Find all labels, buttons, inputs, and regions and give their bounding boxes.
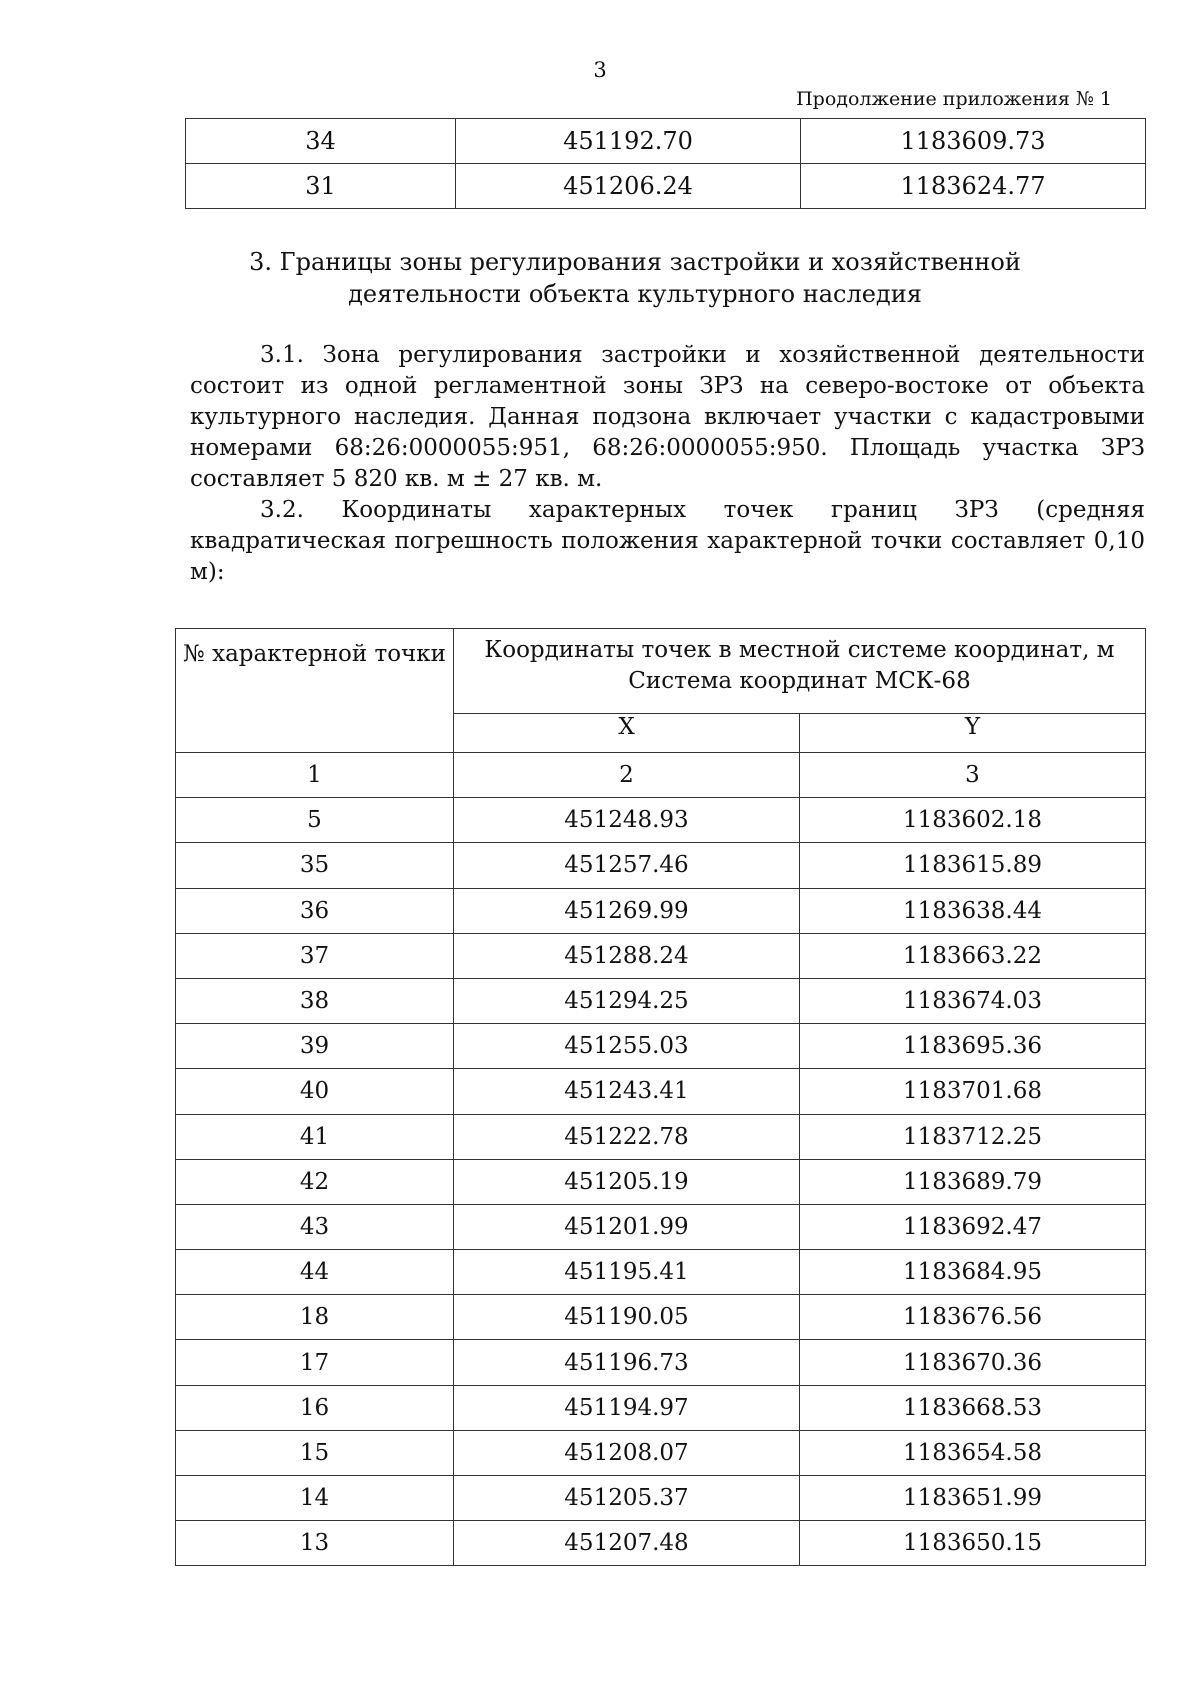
table-row xyxy=(176,1204,1146,1249)
point-number-cell: 14 xyxy=(176,1476,454,1521)
point-number-cell: 18 xyxy=(176,1295,454,1340)
table-row xyxy=(176,798,1146,843)
x-coordinate-cell: 451205.37 xyxy=(454,1476,800,1521)
point-number-cell: 36 xyxy=(176,888,454,933)
y-coordinate-cell: 1183701.68 xyxy=(800,1069,1146,1114)
y-coordinate-cell: 1183602.18 xyxy=(800,798,1146,843)
zrz-coordinates-table xyxy=(175,628,1146,1566)
table-row xyxy=(176,1295,1146,1340)
point-number-cell: 39 xyxy=(176,1024,454,1069)
table-row xyxy=(176,1476,1146,1521)
x-coordinate-cell: 451222.78 xyxy=(454,1114,800,1159)
y-coordinate-cell: 1183668.53 xyxy=(800,1385,1146,1430)
point-number-cell: 43 xyxy=(176,1204,454,1249)
table-row xyxy=(176,888,1146,933)
section-heading-line-2: деятельности объекта культурного наследия xyxy=(348,280,922,308)
x-coordinate-cell: 451190.05 xyxy=(454,1295,800,1340)
x-coordinate-cell: 451248.93 xyxy=(454,798,800,843)
table-row xyxy=(176,1521,1146,1566)
page-number: 3 xyxy=(593,58,607,82)
section-heading xyxy=(190,246,1080,310)
point-number-cell: 44 xyxy=(176,1250,454,1295)
y-coordinate-cell: 1183650.15 xyxy=(800,1521,1146,1566)
y-coordinate-cell: 1183674.03 xyxy=(800,978,1146,1023)
y-coordinate-cell: 1183638.44 xyxy=(800,888,1146,933)
table-row xyxy=(176,1250,1146,1295)
x-coordinate-cell: 451192.70 xyxy=(456,119,801,164)
x-coordinate-cell: 451269.99 xyxy=(454,888,800,933)
column-number-1: 1 xyxy=(176,753,454,798)
section-heading-line-1: 3. Границы зоны регулирования застройки и хозяйственной xyxy=(249,248,1021,276)
point-number-cell: 5 xyxy=(176,798,454,843)
y-coordinate-cell: 1183689.79 xyxy=(800,1159,1146,1204)
column-header-coordinates-line-1: Координаты точек в местной системе координат, м xyxy=(484,637,1115,663)
point-number-cell: 40 xyxy=(176,1069,454,1114)
point-number-cell: 37 xyxy=(176,933,454,978)
point-number-cell: 38 xyxy=(176,978,454,1023)
point-number-cell: 35 xyxy=(176,843,454,888)
table-row xyxy=(176,1159,1146,1204)
x-coordinate-cell: 451206.24 xyxy=(456,164,801,209)
table-row xyxy=(176,843,1146,888)
x-coordinate-cell: 451208.07 xyxy=(454,1430,800,1475)
x-coordinate-cell: 451205.19 xyxy=(454,1159,800,1204)
paragraph-3-2: 3.2. Координаты характерных точек границ ЗРЗ (средняя квадратическая погрешность положения характерной точки составляет 0,10 м): xyxy=(190,497,1145,585)
y-coordinate-cell: 1183609.73 xyxy=(801,119,1146,164)
point-number-cell: 41 xyxy=(176,1114,454,1159)
point-number-cell: 17 xyxy=(176,1340,454,1385)
x-coordinate-cell: 451243.41 xyxy=(454,1069,800,1114)
column-number-2: 2 xyxy=(454,753,800,798)
table-row xyxy=(176,978,1146,1023)
y-coordinate-cell: 1183615.89 xyxy=(800,843,1146,888)
table-row xyxy=(176,1340,1146,1385)
x-coordinate-cell: 451207.48 xyxy=(454,1521,800,1566)
table-row xyxy=(176,1385,1146,1430)
x-coordinate-cell: 451194.97 xyxy=(454,1385,800,1430)
y-coordinate-cell: 1183670.36 xyxy=(800,1340,1146,1385)
point-number-cell: 31 xyxy=(186,164,456,209)
y-coordinate-cell: 1183684.95 xyxy=(800,1250,1146,1295)
x-coordinate-cell: 451196.73 xyxy=(454,1340,800,1385)
y-coordinate-cell: 1183654.58 xyxy=(800,1430,1146,1475)
point-number-cell: 16 xyxy=(176,1385,454,1430)
table-row xyxy=(176,1114,1146,1159)
y-coordinate-cell: 1183676.56 xyxy=(800,1295,1146,1340)
table-row xyxy=(176,1069,1146,1114)
x-coordinate-cell: 451294.25 xyxy=(454,978,800,1023)
point-number-cell: 42 xyxy=(176,1159,454,1204)
column-header-x: X xyxy=(454,714,800,753)
appendix-continuation-label: Продолжение приложения № 1 xyxy=(796,88,1112,110)
table-row xyxy=(176,933,1146,978)
point-number-cell: 15 xyxy=(176,1430,454,1475)
y-coordinate-cell: 1183624.77 xyxy=(801,164,1146,209)
y-coordinate-cell: 1183663.22 xyxy=(800,933,1146,978)
point-number-cell: 34 xyxy=(186,119,456,164)
column-header-point-number: № характерной точки xyxy=(176,629,454,753)
table-row xyxy=(176,1024,1146,1069)
x-coordinate-cell: 451257.46 xyxy=(454,843,800,888)
continued-coordinates-table xyxy=(185,118,1146,209)
x-coordinate-cell: 451288.24 xyxy=(454,933,800,978)
x-coordinate-cell: 451195.41 xyxy=(454,1250,800,1295)
paragraph-3-1: 3.1. Зона регулирования застройки и хозяйственной деятельности состоит из одной регламентной зоны ЗРЗ на северо-востоке от объекта культурного наследия. Данная подзона включает участки с кадастровыми номерами 68:26:0000055:951, 68:26:0000055:950. Площадь участка ЗРЗ составляет 5 820 кв. м ± 27 кв. м. xyxy=(190,342,1145,492)
x-coordinate-cell: 451201.99 xyxy=(454,1204,800,1249)
point-number-cell: 13 xyxy=(176,1521,454,1566)
column-header-coordinates-line-2: Система координат МСК-68 xyxy=(628,668,971,694)
y-coordinate-cell: 1183651.99 xyxy=(800,1476,1146,1521)
column-number-row xyxy=(176,753,1146,798)
y-coordinate-cell: 1183712.25 xyxy=(800,1114,1146,1159)
column-number-3: 3 xyxy=(800,753,1146,798)
column-header-coordinates xyxy=(454,629,1146,714)
table-row xyxy=(186,119,1146,164)
y-coordinate-cell: 1183692.47 xyxy=(800,1204,1146,1249)
column-header-y: Y xyxy=(800,714,1146,753)
table-row xyxy=(186,164,1146,209)
y-coordinate-cell: 1183695.36 xyxy=(800,1024,1146,1069)
x-coordinate-cell: 451255.03 xyxy=(454,1024,800,1069)
table-row xyxy=(176,1430,1146,1475)
